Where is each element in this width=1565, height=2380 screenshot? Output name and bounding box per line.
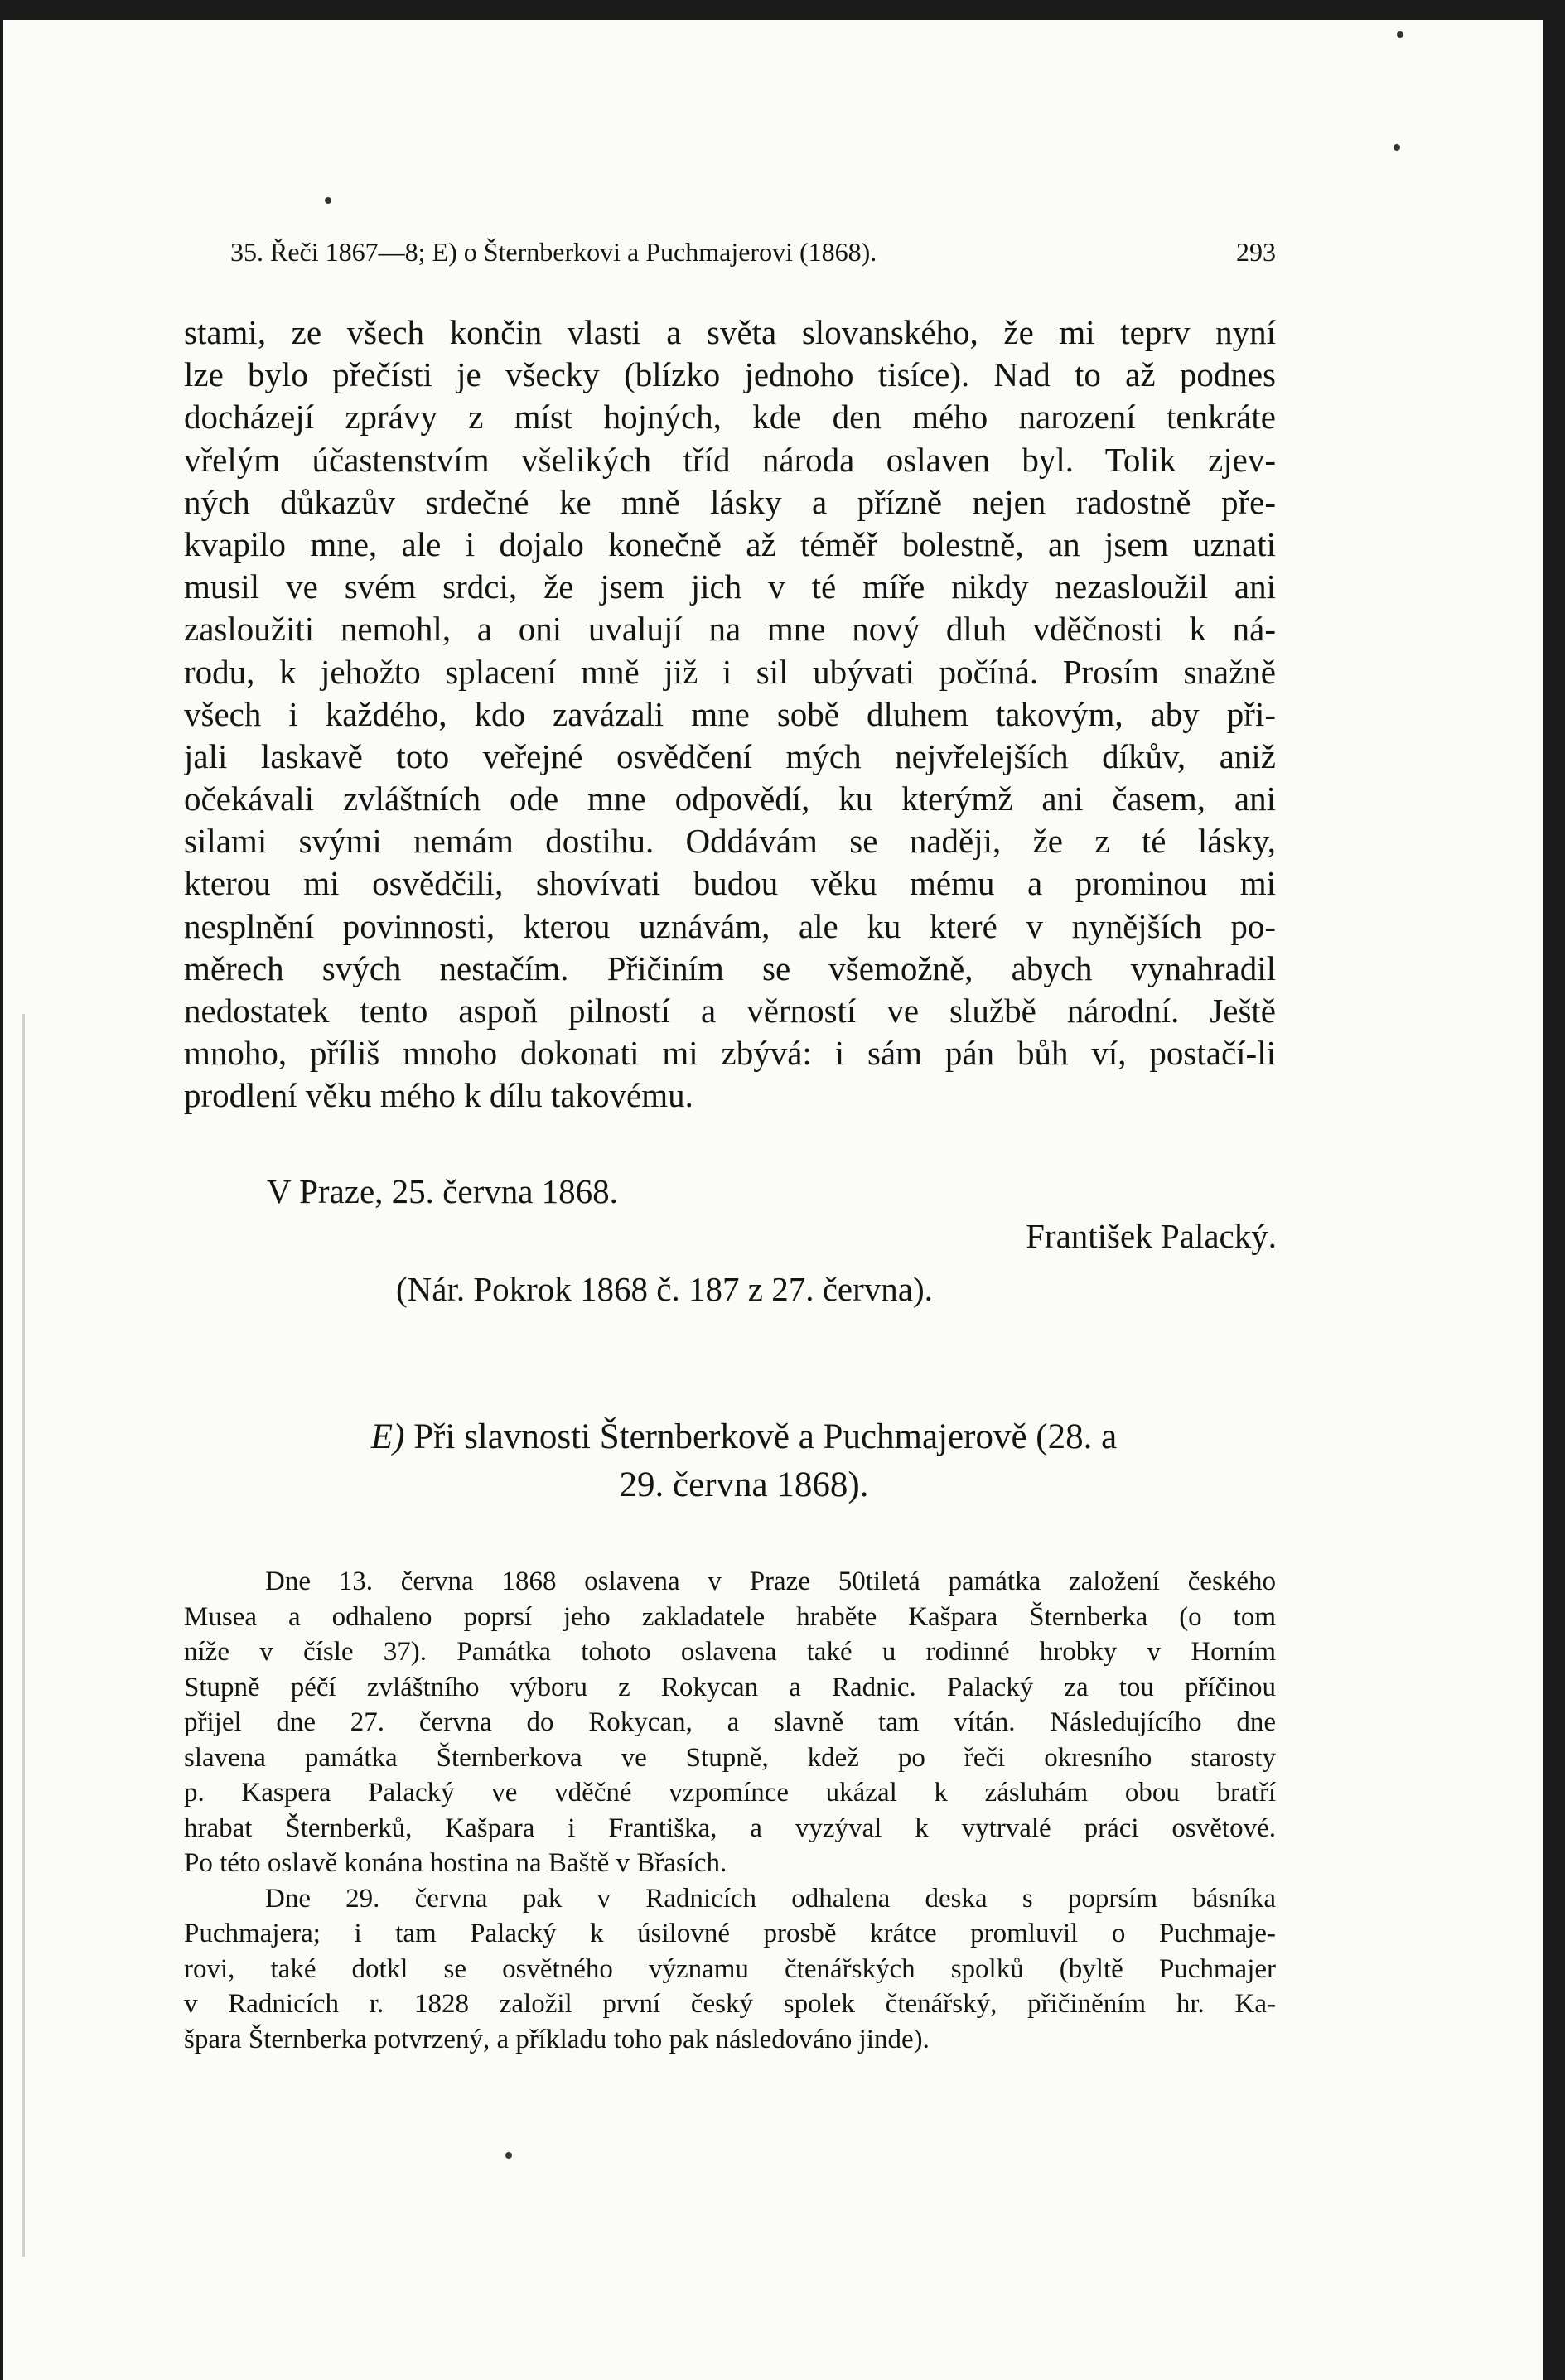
text-line: očekávali zvláštních ode mne odpovědí, ku kterýmž ani časem, ani [184, 780, 1276, 818]
note-line: Stupně péčí zvláštního výboru z Rokycan a Radnic. Palacký za tou příčinou [184, 1672, 1276, 1702]
speck-mark [505, 2152, 512, 2159]
page-number: 293 [1236, 237, 1276, 267]
main-text [184, 311, 1276, 1118]
text-line: zasloužiti nemohl, a oni uvalují na mne nový dluh vděčnosti k ná- [184, 610, 1276, 649]
text-line: rodu, k jehožto splacení mně již i sil ubývati počíná. Prosím snažně [184, 652, 1276, 691]
text-line: kvapilo mne, ale i dojalo konečně až téměř bolestně, an jsem uznati [184, 524, 1276, 563]
source-citation: (Nár. Pokrok 1868 č. 187 z 27. června). [396, 1270, 933, 1308]
note-line: přijel dne 27. června do Rokycan, a slavně tam vítán. Následujícího dne [184, 1707, 1276, 1737]
section-mark: E) [370, 1417, 405, 1456]
section-heading [263, 1413, 1224, 1509]
running-title: 35. Řeči 1867—8; E) o Šternberkovi a Puchmajerovi (1868). [230, 237, 877, 267]
dateline: V Praze, 25. června 1868. [267, 1172, 618, 1210]
note-line: rovi, také dotkl se osvětného významu čtenářských spolků (byltě Puchmajer [184, 1953, 1276, 1984]
editorial-notes [184, 1564, 1276, 2057]
text-line: silami svými nemám dostihu. Oddávám se naději, že z té lásky, [184, 822, 1276, 861]
note-line: Po této oslavě konána hostina na Baště v Břasích. [184, 1848, 727, 1878]
text-line: nedostatek tento aspoň pilností a věrností ve službě národní. Ještě [184, 992, 1276, 1030]
page-edge-shadow [22, 1014, 25, 2257]
text-line: všech i každého, kdo zavázali mne sobě dluhem takovým, aby při- [184, 694, 1276, 733]
speck-mark [325, 197, 331, 204]
text-line: docházejí zprávy z míst hojných, kde den mého narození tenkráte [184, 398, 1276, 437]
text-line: ných důkazův srdečné ke mně lásky a přízně nejen radostně pře- [184, 482, 1276, 521]
note-line: Dne 29. června pak v Radnicích odhalena deska s poprsím básníka [265, 1883, 1276, 1914]
note-line: p. Kaspera Palacký ve vděčné vzpomínce ukázal k zásluhám obou bratří [184, 1778, 1276, 1808]
text-line: stami, ze všech končin vlasti a světa slovanského, že mi teprv nyní [184, 313, 1276, 351]
speck-mark [1397, 31, 1403, 38]
speck-mark [1394, 144, 1400, 151]
text-line: lze bylo přečísti je všecky (blízko jednoho tisíce). Nad to až podnes [184, 355, 1276, 394]
section-heading-line: Při slavnosti Šternberkově a Puchmajerově (28. a [413, 1417, 1118, 1456]
text-line: měrech svých nestačím. Přičiním se všemožně, abych vynahradil [184, 949, 1276, 987]
section-heading-line: 29. června 1868). [619, 1465, 869, 1504]
text-line: kterou mi osvědčili, shovívati budou věku mému a prominou mi [184, 864, 1276, 903]
text-line: jali laskavě toto veřejné osvědčení mých nejvřelejších díkův, aniž [184, 736, 1276, 775]
note-line: Puchmajera; i tam Palacký k úsilovné prosbě krátce promluvil o Puchmaje- [184, 1919, 1276, 1948]
note-line: Dne 13. června 1868 oslavena v Praze 50tiletá památka založení českého [265, 1567, 1276, 1596]
text-line: mnoho, příliš mnoho dokonati mi zbývá: i sám pán bůh ví, postačí-li [184, 1034, 1276, 1073]
text-line: nesplnění povinnosti, kterou uznávám, ale ku které v nynějších po- [184, 906, 1276, 945]
note-line: Musea a odhaleno poprsí jeho zakladatele hraběte Kašpara Šternberka (o tom [184, 1601, 1276, 1632]
note-line: v Radnicích r. 1828 založil první český spolek čtenářský, přičiněním hr. Ka- [184, 1989, 1276, 2019]
text-line: prodlení věku mého k dílu takovému. [184, 1076, 693, 1115]
text-line: musil ve svém srdci, že jsem jich v té míře nikdy nezasloužil ani [184, 567, 1276, 606]
note-line: níže v čísle 37). Památka tohoto oslavena také u rodinné hrobky v Horním [184, 1637, 1276, 1667]
note-line: špara Šternberka potvrzený, a příkladu toho pak následováno jinde). [184, 2024, 930, 2054]
note-line: slavena památka Šternberkova ve Stupně, kdež po řeči okresního starosty [184, 1742, 1276, 1773]
note-line: hrabat Šternberků, Kašpara i Františka, a vyzýval k vytrvalé práci osvětové. [184, 1813, 1276, 1843]
signature: František Palacký. [1026, 1217, 1277, 1255]
text-line: vřelým účastenstvím všelikých tříd národa oslaven byl. Tolik zjev- [184, 440, 1276, 479]
